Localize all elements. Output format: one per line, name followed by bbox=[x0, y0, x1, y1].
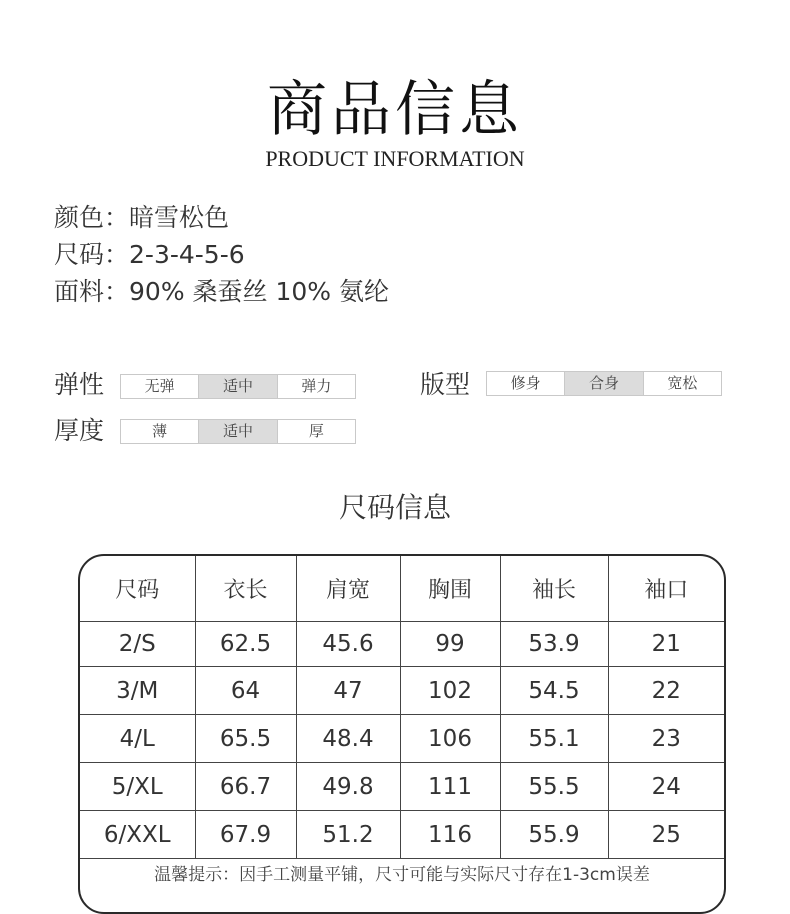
header-cell: 袖长 bbox=[500, 556, 608, 622]
elasticity-option: 无弹 bbox=[121, 375, 199, 398]
page-title: 商品信息 bbox=[267, 75, 523, 145]
table-cell: 64 bbox=[195, 667, 296, 715]
thickness-option: 厚 bbox=[308, 422, 324, 440]
table-cell: 48.4 bbox=[296, 715, 400, 763]
table-cell: 45.6 bbox=[296, 622, 400, 667]
table-cell: 55.5 bbox=[500, 763, 608, 811]
size-table bbox=[80, 556, 724, 859]
header-cell: 胸围 bbox=[400, 556, 500, 622]
size-table-container bbox=[78, 554, 726, 914]
size-section-title: 尺码信息 bbox=[338, 491, 451, 524]
thickness-scale bbox=[120, 419, 356, 444]
table-cell: 55.9 bbox=[500, 811, 608, 859]
table-cell: 54.5 bbox=[500, 667, 608, 715]
thickness-option: 适中 bbox=[199, 420, 277, 443]
size-label: 尺码： bbox=[54, 240, 130, 269]
table-cell: 5/XL bbox=[80, 763, 195, 811]
fabric-info bbox=[54, 277, 389, 307]
table-cell: 3/M bbox=[80, 667, 195, 715]
color-value: 暗雪松色 bbox=[129, 203, 230, 232]
table-cell: 65.5 bbox=[195, 715, 296, 763]
table-cell: 62.5 bbox=[195, 622, 296, 667]
fabric-label: 面料： bbox=[54, 277, 130, 306]
measurement-note: 温馨提示：因手工测量平铺，尺寸可能与实际尺寸存在1-3cm误差 bbox=[154, 865, 650, 885]
table-cell: 111 bbox=[400, 763, 500, 811]
color-info bbox=[54, 203, 229, 233]
table-row bbox=[80, 667, 724, 715]
table-cell: 55.1 bbox=[500, 715, 608, 763]
table-cell: 51.2 bbox=[296, 811, 400, 859]
table-row bbox=[80, 622, 724, 667]
table-cell: 102 bbox=[400, 667, 500, 715]
size-info bbox=[54, 240, 245, 270]
elasticity-scale bbox=[120, 374, 356, 399]
table-cell: 22 bbox=[608, 667, 724, 715]
table-cell: 23 bbox=[608, 715, 724, 763]
table-cell: 47 bbox=[296, 667, 400, 715]
thickness-option: 薄 bbox=[121, 420, 199, 443]
fit-option: 合身 bbox=[565, 372, 643, 395]
table-cell: 106 bbox=[400, 715, 500, 763]
table-row bbox=[80, 811, 724, 859]
color-label: 颜色： bbox=[54, 203, 130, 232]
table-cell: 66.7 bbox=[195, 763, 296, 811]
table-cell: 24 bbox=[608, 763, 724, 811]
table-row bbox=[80, 715, 724, 763]
table-cell: 21 bbox=[608, 622, 724, 667]
thickness-label: 厚度 bbox=[54, 416, 105, 445]
fit-scale bbox=[486, 371, 722, 396]
table-cell: 116 bbox=[400, 811, 500, 859]
fabric-value: 90% 桑蚕丝 10% 氨纶 bbox=[129, 277, 389, 306]
table-cell: 53.9 bbox=[500, 622, 608, 667]
table-cell: 2/S bbox=[80, 622, 195, 667]
elasticity-option: 适中 bbox=[199, 375, 277, 398]
fit-option: 宽松 bbox=[667, 374, 698, 392]
header-cell: 肩宽 bbox=[296, 556, 400, 622]
elasticity-option: 弹力 bbox=[301, 377, 332, 395]
elasticity-label: 弹性 bbox=[54, 370, 105, 399]
table-row bbox=[80, 763, 724, 811]
table-cell: 25 bbox=[608, 811, 724, 859]
table-cell: 6/XXL bbox=[80, 811, 195, 859]
size-value: 2-3-4-5-6 bbox=[129, 240, 245, 269]
header-cell: 衣长 bbox=[195, 556, 296, 622]
header-cell: 袖口 bbox=[608, 556, 724, 622]
header-cell: 尺码 bbox=[80, 556, 195, 622]
page-subtitle: PRODUCT INFORMATION bbox=[265, 146, 525, 171]
table-cell: 67.9 bbox=[195, 811, 296, 859]
fit-option: 修身 bbox=[487, 372, 565, 395]
fit-label: 版型 bbox=[420, 370, 471, 399]
table-cell: 49.8 bbox=[296, 763, 400, 811]
table-cell: 4/L bbox=[80, 715, 195, 763]
table-cell: 99 bbox=[400, 622, 500, 667]
table-header-row bbox=[80, 556, 724, 622]
